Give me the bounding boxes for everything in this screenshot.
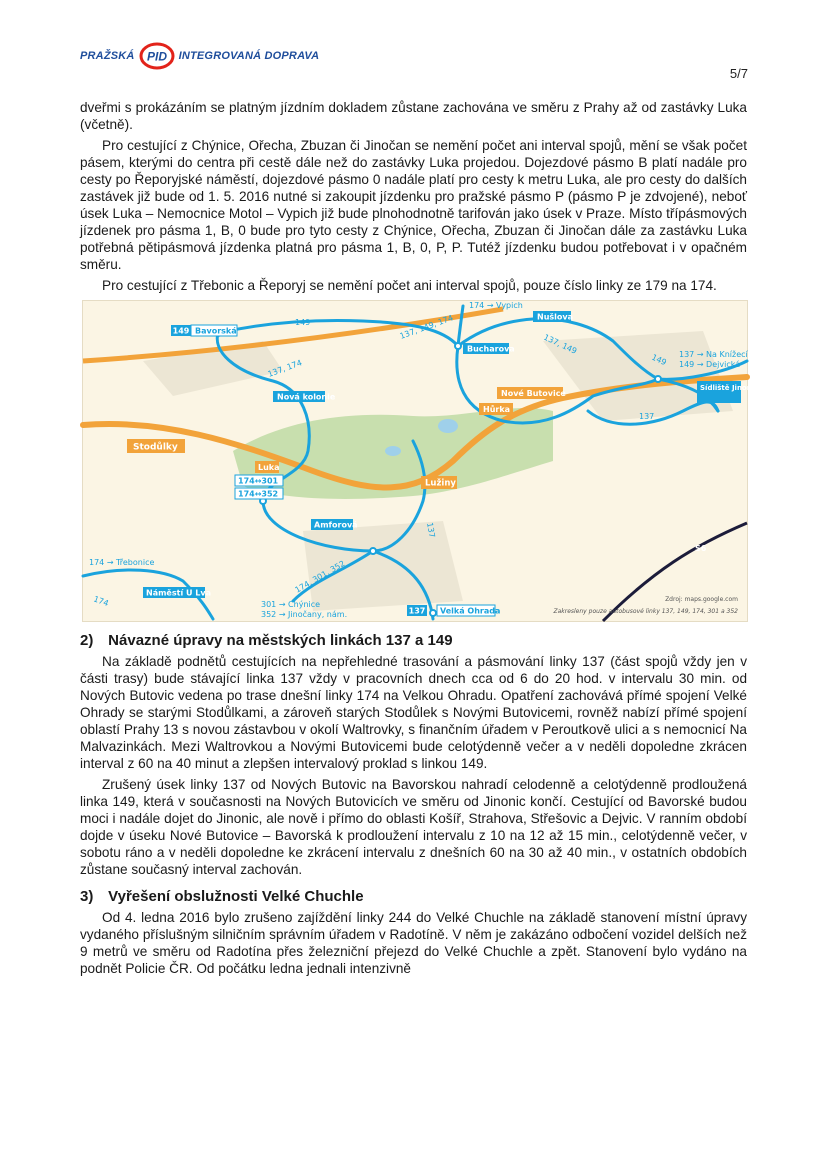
urban-area [303,521,463,611]
stop-label-namesti-u-lva: Náměstí U Lva [146,588,211,598]
pond [438,419,458,433]
page-header [80,42,760,82]
rail-line [603,523,747,621]
section-number: 3) [80,888,94,905]
pid-logo [80,42,319,70]
document-body [80,99,764,981]
stop-label-luziny: Lužiny [425,478,456,489]
line-badge-label: 137 [408,606,426,616]
rail-label: S6 [695,544,707,553]
stop-label-luka: Luka [258,463,280,472]
pond [385,446,401,456]
pid-logo-icon [139,42,175,70]
section-title: Vyřešení obslužnosti Velké Chuchle [108,888,364,905]
stop-label-velka-ohrada: Velká Ohrada [440,606,501,616]
paragraph: Zrušený úsek linky 137 od Nových Butovic na Bavorskou nahradí celodenně a celotýdenně prodloužená linka 149, která v současnosti na Nových Butovicích ve směru od Jinonic končí. Cestující od Bavorské budou moci i nadále dojet do Jinonic, ale nově i přímo do oblasti Košíř, Strahova, Střešovic a Dejvic. V ranním období dojde v úseku Nové Butovice – Bavorská k prodloužení intervalu z 10 na 12 až 15 min., celotýdenně večer, v sobotu ráno a v neděli dopoledne ke zkrácení intervalu z dnešních 60 na 30 až 40 min., v ostatních obdobích zůstane současný interval zachován. [80,777,747,877]
stop-label-nove-butovice: Nové Butovice [501,389,566,398]
map-footer [552,596,738,615]
line-badge-label: 149 [172,326,190,336]
stop-label-stodulky: Stodůlky [133,442,178,453]
stop-label-bavorska: Bavorská [195,326,237,336]
line-label: 137 → Na Knížecí [679,350,748,359]
section-heading [80,888,747,905]
line-label: 137, 174 [266,358,304,379]
line-label: 137, 149 [542,332,579,356]
route-map [82,300,764,622]
paragraph: Pro cestující z Třebonic a Řeporyj se nemění počet ani interval spojů, pouze číslo linky ze 179 na 174. [102,278,717,293]
line-label: 137, 149, 174 [398,313,455,341]
line-label: 174, 301, 352 [293,558,347,595]
line-label: 149 [650,352,668,368]
section-heading [80,632,747,649]
paragraph: Od 4. ledna 2016 bylo zrušeno zajíždění linky 244 do Velké Chuchle na základě stanovení místní úpravy vydaného příslušným silničním správním úřadem v Radotíně. V něm je zakázáno odbočení vozidel delších než 9 metrů ve směru od Radotína přes železniční přejezd do Velké Chuchle a zpět. Stanovení bylo vydáno na podnět Policie ČR. Od počátku ledna jednali intenzivně [80,910,747,976]
line-label: 137 [425,521,437,539]
map-note: Zakresleny pouze autobusové linky 137, 149, 174, 301 a 352 [553,608,738,615]
pid-logo-text: PID [146,49,167,64]
line-label: 149 → Dejvická [679,360,741,369]
route-vypich [458,306,463,346]
line-label: 174 → Vypich [469,301,523,310]
stop-label-bucharova: Bucharova [467,344,515,354]
stop-dot [655,376,661,382]
route-map-graphic [83,301,764,621]
line-label: 149 [295,318,311,327]
stop-label-nuslova: Nušlova [537,312,574,322]
section-number: 2) [80,632,94,649]
line-label: 174 → Třebonice [89,558,155,567]
section-title: Návazné úpravy na městských linkách 137 a 149 [108,632,453,649]
brand-right: INTEGROVANÁ DOPRAVA [178,50,320,62]
page-number: 5/7 [729,66,748,81]
luka-swap-1: 174↔301 [238,476,279,486]
line-label: 174 [92,594,110,609]
paragraph: Pro cestující z Chýnice, Ořecha, Zbuzan či Jinočan se nemění počet ani interval spojů, mění se však počet pásem, kterými do centra při cestě dále než do zastávky Luka projedou. Dojezdové pásmo B platí nadále pro cesty po Řeporyjské náměstí, dojezdové pásmo 0 nadále platí pro cesty k metru Luka, ale pro cesty do dalších zastávek již bude od 1. 5. 2016 nutné si zakoupit jízdenku pro pražské pásmo P (pásmo P je zdvojené), neboť úsek Luka – Nemocnice Motol – Vypich již bude plnohodnotně tarifován jako úsek v Praze. Místo třípásmových jízdenek pro pásma 1, B, 0 bude pro tyto cesty z Chýnice, Ořecha, Zbuzan či Jinočan dále za zastávku Luka potřebná pětipásmová jízdenka platná pro pásma 1, B, 0, P, P. Tutéž jízdenku budou potřebovat i v opačném směru. [80,138,747,272]
map-source: Zdroj: maps.google.com [665,596,738,603]
stop-label-sidliste-jinonice: Sídliště Jinonice [700,384,764,392]
brand-left: PRAŽSKÁ [80,50,135,62]
stop-dot [370,548,376,554]
paragraph: Na základě podnětů cestujících na nepřehledné trasování a pásmování linky 137 (část spojů vždy jen v části trasy) bude stávající linka 137 vždy v pracovních dnech cca od 6 do 20 hod. v intervalu 30 min. od Nových Butovic vedena po trase dnešní linky 174 na Velkou Ohradu. Opatření zachovává přímé spojení Velké Ohrady se starými Stodůlkami, a zároveň starých Stodůlek s Novými Butovicemi, rovněž nabízí přímé spojení oblastí Prahy 13 s novou zástavbou v okolí Waltrovky, s finančním úřadem v Peroutkově ulici a s nemocnicí Na Malvazinkách. Mezi Waltrovkou a Novými Butovicemi bude celotýdenně večer a v neděli dopoledne zkrácen interval z 60 na 40 minut a zlepšen intervalový proklad s linkou 149. [80,654,747,771]
stop-label-amforova: Amforová [314,520,358,530]
stop-dot [455,343,461,349]
stop-label-nova-kolonie: Nová kolonie [277,392,336,402]
stop-dot [430,610,436,616]
line-label: 137 [639,412,655,421]
luka-swap-2: 174↔352 [238,489,279,499]
line-label: 301 → Chýnice [261,600,321,609]
paragraph: dveřmi s prokázáním se platným jízdním dokladem zůstane zachována ve směru z Prahy až od zastávky Luka (včetně). [80,100,747,132]
line-label: 352 → Jinočany, nám. [261,610,348,619]
stop-label-hurka: Hůrka [483,405,511,414]
